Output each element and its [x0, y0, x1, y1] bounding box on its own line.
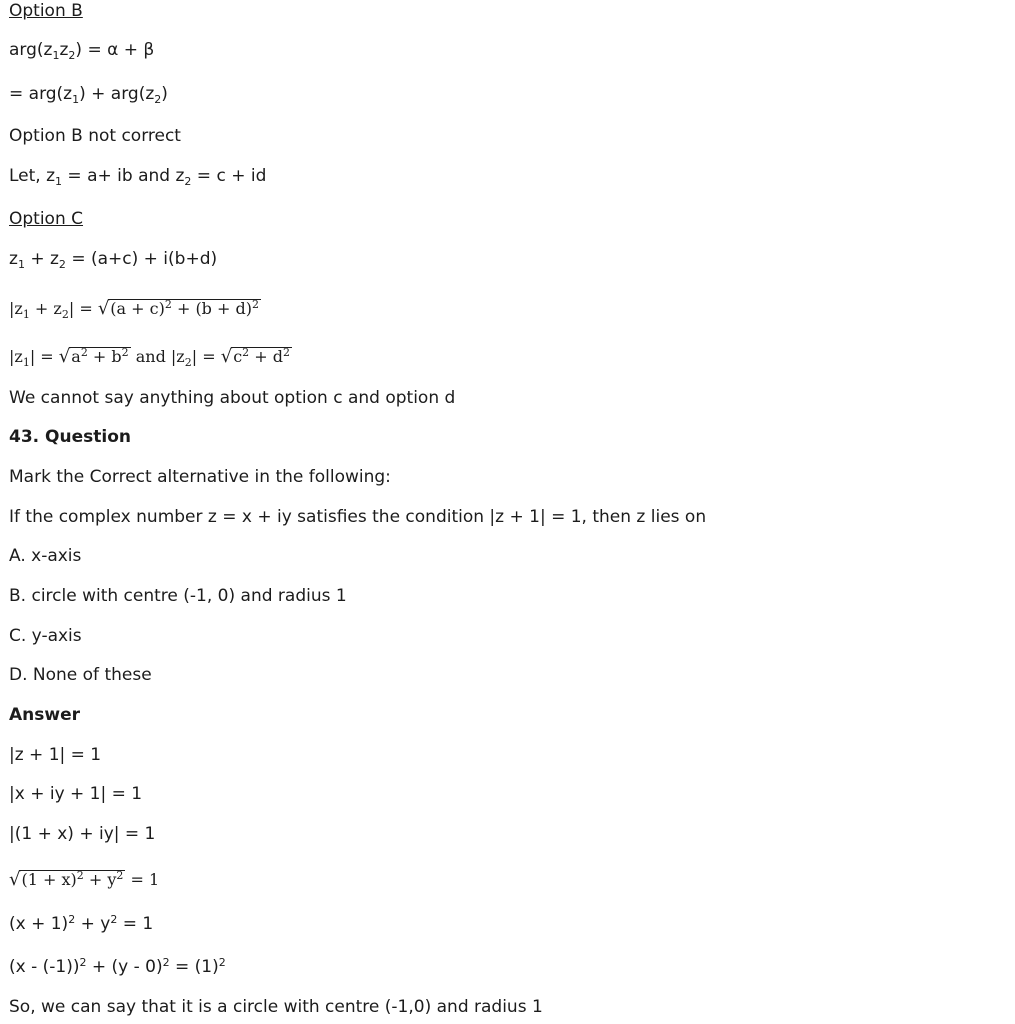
sqrt-symbol: √: [9, 869, 21, 890]
answer-step-3: |(1 + x) + iy| = 1: [9, 824, 156, 844]
option-c-sum: $z_1 + z_2 = (a+c) + i(b+d)$: [9, 249, 218, 271]
question-instruction: Mark the Correct alternative in the following:: [9, 467, 391, 487]
option-b-conclusion: Option B not correct: [9, 126, 181, 146]
answer-step-4: $√(1 + x)^2 + y^2 = 1$: [9, 869, 160, 890]
answer-heading: Answer: [9, 705, 80, 725]
answer-step-2: |x + iy + 1| = 1: [9, 784, 143, 804]
sqrt-symbol: √: [220, 346, 233, 367]
option-b-arg-sum: = $arg(z_1) + arg(z_2)$: [9, 84, 168, 106]
answer-step-5: $(x + 1)^2 + y^2 = 1$: [9, 913, 154, 934]
option-c-conclusion: We cannot say anything about option c and option d: [9, 388, 456, 408]
option-d: D. None of these: [9, 665, 152, 685]
option-b: B. circle with centre (-1, 0) and radius 1: [9, 586, 347, 606]
answer-step-6: $(x - (-1))^2 + (y - 0)^2 = (1)^2$: [9, 956, 226, 977]
question-text: If the complex number z = x + iy satisfies the condition |z + 1| = 1, then z lies on: [9, 507, 707, 527]
let-definition: Let, $z_1 = a+$ ib and $z_2 = c$ + id: [9, 166, 267, 188]
option-c-moduli: $|z_1| = √a^2 + b^2$ and $|z_2| = √c^2 + d^2$: [9, 346, 290, 369]
answer-conclusion: So, we can say that it is a circle with centre (-1,0) and radius 1: [9, 997, 543, 1017]
option-c-heading: Option C: [9, 209, 84, 229]
option-b-arg-product: $arg(z_1z_2) = \alpha + \beta$: [9, 40, 155, 62]
sqrt-symbol: √: [97, 298, 110, 319]
sqrt-symbol: √: [58, 346, 71, 367]
question-number: 43. Question: [9, 427, 131, 447]
option-b-heading: Option B: [9, 1, 83, 21]
option-c: C. y-axis: [9, 626, 82, 646]
option-c-modulus-sum: $|z_1 + z_2| = √(a + c)^2 + (b + d)^2$: [9, 298, 259, 321]
answer-step-1: |z + 1| = 1: [9, 745, 102, 765]
option-a: A. x-axis: [9, 546, 82, 566]
